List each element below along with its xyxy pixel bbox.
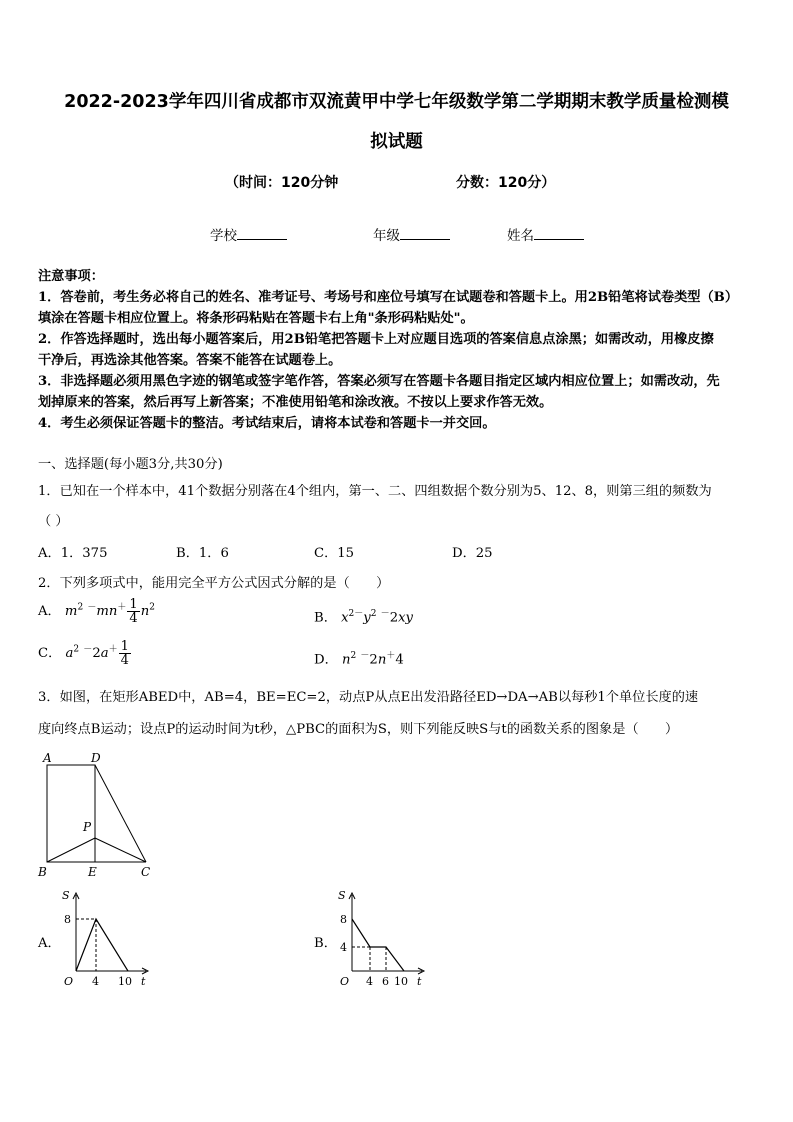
q3-stem-cont: 度向终点B运动；设点P的运动时间为t秒，△PBC的面积为S，则下列能反映S与t的函数关系的图象是（ ） <box>38 722 679 737</box>
q3-stem: 3．如图，在矩形ABED中，AB=4，BE=EC=2，动点P从点E出发沿路径ED→DA→AB以每秒1个单位长度的速 <box>38 690 699 705</box>
origin-o: O <box>64 975 74 988</box>
label-c: C <box>141 865 151 879</box>
q2-option-d-label: D． <box>314 652 338 668</box>
q1-option-b: B．1．6 <box>176 546 229 561</box>
label-e: E <box>88 865 97 879</box>
q3-graph-a <box>58 885 158 993</box>
q2-option-d: D． $n^2$ －2n＋4 <box>314 651 404 668</box>
tick-10: 10 <box>118 975 132 988</box>
note-line: 填涂在答题卡相应位置上。将条形码粘贴在答题卡右上角"条形码粘贴处"。 <box>38 311 474 326</box>
grade-field <box>373 224 450 244</box>
note-line: 2．作答选择题时，选出每小题答案后，用2B铅笔把答题卡上对应题目选项的答案信息点涂黑；如需改动，用橡皮擦 <box>38 332 714 347</box>
tick-4-y: 4 <box>340 941 347 954</box>
q2-option-c: C． $a^2$ －2a＋ $\frac{1}{4}$ <box>38 639 129 668</box>
exam-title-line1: 2022-2023学年四川省成都市双流黄甲中学七年级数学第二学期期末教学质量检测模 <box>64 92 729 112</box>
segment-bp <box>47 838 95 862</box>
note-line: 1．答卷前，考生务必将自己的姓名、准考证号、考场号和座位号填写在试题卷和答题卡上。用2B铅笔将试卷类型（B） <box>38 290 739 305</box>
name-label: 姓名 <box>507 228 534 244</box>
q2-option-b-label: B． <box>314 610 337 626</box>
graph-b-line <box>352 919 404 971</box>
exam-title-line2: 拟试题 <box>370 132 423 152</box>
tick-4: 4 <box>366 975 373 988</box>
q2-stem: 2．下列多项式中，能用完全平方公式因式分解的是（ ） <box>38 576 390 591</box>
axis-s: S <box>62 889 70 902</box>
graph-a-line <box>76 919 128 971</box>
tick-8: 8 <box>64 913 71 926</box>
q3-graph-b <box>334 885 434 993</box>
note-line: 3．非选择题必须用黑色字迹的钢笔或签字笔作答，答案必须写在答题卡各题目指定区域内相应位置上；如需改动，先 <box>38 374 720 389</box>
q2-option-a-label: A． <box>38 604 61 619</box>
q1-stem: 1．已知在一个样本中，41个数据分别落在4个组内，第一、二、四组数据个数分别为5、12、8，则第三组的频数为 <box>38 484 712 499</box>
label-a: A <box>43 751 52 765</box>
segment-dc <box>95 765 146 862</box>
q3-option-b-label: B． <box>314 936 337 951</box>
fraction: $\frac{1}{4}$ <box>120 639 129 668</box>
exam-time: （时间：120分钟 <box>225 175 339 191</box>
q1-option-c: C．15 <box>314 546 355 561</box>
tick-8: 8 <box>340 913 347 926</box>
q2-option-b: B． $x^{2-}y^2$ －2xy <box>314 609 413 626</box>
school-label: 学校 <box>210 228 237 244</box>
axis-t: t <box>141 975 146 988</box>
q2-option-a: A． $m^2$ －mn＋ $\frac{1}{4}$ $n^2$ <box>38 597 155 626</box>
school-field <box>210 224 287 244</box>
name-field <box>507 224 584 244</box>
rectangle-figure <box>34 748 159 883</box>
grade-label: 年级 <box>373 228 400 244</box>
school-blank <box>237 227 287 240</box>
grade-blank <box>400 227 450 240</box>
note-line: 4．考生必须保证答题卡的整洁。考试结束后，请将本试卷和答题卡一并交回。 <box>38 416 496 431</box>
origin-o: O <box>340 975 350 988</box>
axis-t: t <box>417 975 422 988</box>
q1-stem-cont: （ ） <box>38 514 69 529</box>
name-blank <box>534 227 584 240</box>
label-p: P <box>83 820 92 834</box>
section-heading: 一、选择题(每小题3分,共30分) <box>38 457 223 472</box>
fraction: $\frac{1}{4}$ <box>129 597 138 626</box>
q3-option-a-label: A． <box>38 936 61 951</box>
label-b: B <box>38 865 47 879</box>
q2-option-c-label: C． <box>38 646 62 661</box>
note-line: 划掉原来的答案，然后再写上新答案；不准使用铅笔和涂改液。不按以上要求作答无效。 <box>38 395 553 410</box>
segment-pc <box>95 838 146 862</box>
q1-option-d: D．25 <box>452 546 493 561</box>
notes-heading: 注意事项： <box>38 269 104 284</box>
note-line: 干净后，再选涂其他答案。答案不能答在试题卷上。 <box>38 353 342 368</box>
rectangle-abed <box>47 765 95 862</box>
axis-s: S <box>338 889 346 902</box>
q1-option-a: A．1．375 <box>38 546 108 561</box>
exam-score: 分数：120分） <box>456 175 556 191</box>
tick-4: 4 <box>92 975 99 988</box>
label-d: D <box>91 751 101 765</box>
tick-6: 6 <box>382 975 389 988</box>
tick-10: 10 <box>394 975 408 988</box>
